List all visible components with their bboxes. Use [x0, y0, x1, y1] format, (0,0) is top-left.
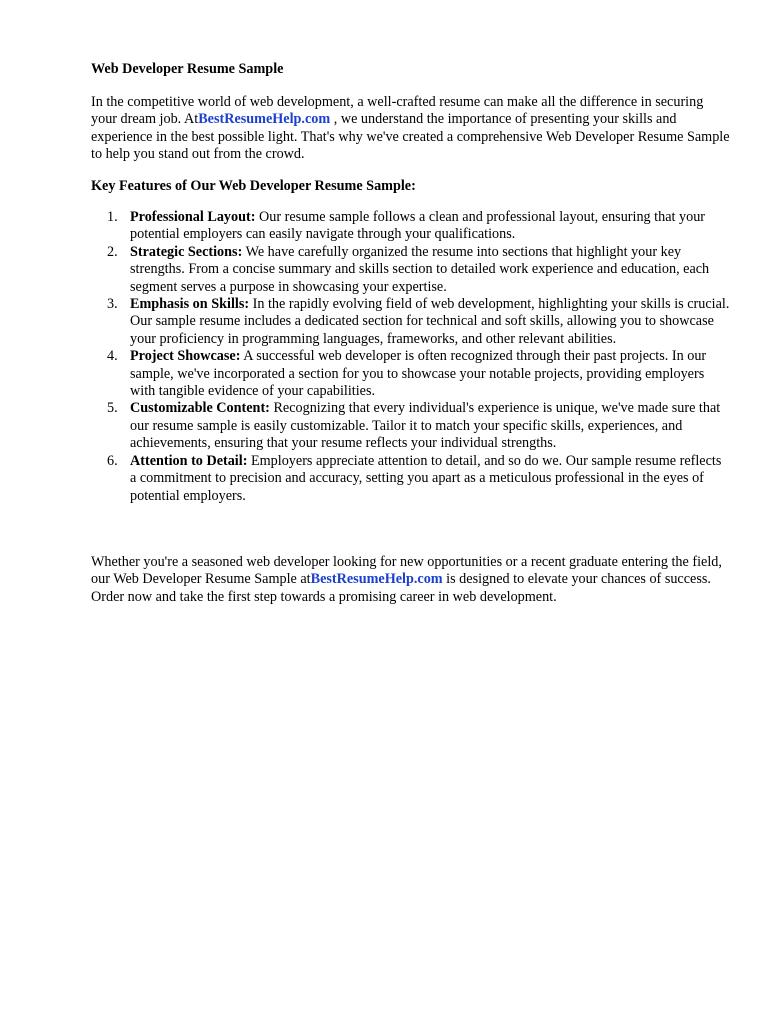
feature-item-strategic-sections	[91, 244, 731, 296]
feature-title: Strategic Sections:	[130, 243, 243, 260]
feature-text: A successful web developer is often recognized through their past projects. In our sample, we've incorporated a section for you to showcase your notable projects, providing employers with tangible evidence of your capabilities.	[130, 348, 707, 400]
intro-paragraph	[91, 94, 731, 164]
intro-text-before-link: In the competitive world of web development, a well-crafted resume can make all the difference in securing your dream job. At	[91, 94, 704, 128]
feature-number: 4.	[107, 348, 118, 365]
feature-text: We have carefully organized the resume into sections that highlight your key strengths. From a concise summary and skills section to detailed work experience and education, each segment serves a purpose in showcasing your expertise.	[130, 243, 710, 295]
closing-text-before-link: Whether you're a seasoned web developer looking for new opportunities or a recent graduate entering the field, our Web Developer Resume Sample at	[91, 554, 722, 588]
document-title: Web Developer Resume Sample	[91, 61, 284, 77]
feature-title: Project Showcase:	[130, 348, 241, 365]
feature-number: 3.	[107, 296, 118, 313]
intro-text-after-link: , we understand the importance of presenting your skills and experience in the best possible light. That's why we've created a comprehensive Web Developer Resume Sample to help you stand out from the crowd.	[91, 111, 730, 163]
feature-title: Professional Layout:	[130, 209, 256, 225]
feature-item-customizable-content	[91, 400, 731, 452]
feature-item-professional-layout	[91, 209, 731, 244]
feature-title: Emphasis on Skills:	[130, 296, 250, 313]
feature-number: 6.	[107, 452, 118, 469]
features-list	[91, 209, 731, 505]
feature-number: 1.	[107, 209, 118, 225]
feature-text: Our resume sample follows a clean and professional layout, ensuring that your potential employers can easily navigate through your qualifications.	[130, 209, 706, 243]
feature-text: Employers appreciate attention to detail, and so do we. Our sample resume reflects a commitment to precision and accuracy, setting you apart as a meticulous professional in the eyes of potential employers.	[130, 452, 722, 504]
feature-number: 5.	[107, 400, 118, 417]
feature-text: Recognizing that every individual's experience is unique, we've made sure that our resume sample is easily customizable. Tailor it to match your specific skills, experiences, and achievements, ensuring that your resume reflects your individual strengths.	[130, 400, 721, 452]
feature-title: Customizable Content:	[130, 400, 270, 417]
closing-bestresumehelp-link[interactable]: BestResumeHelp.com	[310, 571, 443, 588]
feature-item-project-showcase	[91, 348, 731, 400]
closing-paragraph	[91, 554, 731, 606]
feature-number: 2.	[107, 243, 118, 260]
intro-bestresumehelp-link[interactable]: BestResumeHelp.com	[198, 111, 331, 128]
feature-title: Attention to Detail:	[130, 452, 248, 469]
feature-item-emphasis-on-skills	[91, 296, 731, 348]
features-heading: Key Features of Our Web Developer Resume Sample:	[91, 178, 416, 194]
feature-item-attention-to-detail	[91, 453, 731, 505]
closing-text-after-link: is designed to elevate your chances of success. Order now and take the first step towards a promising career in web development.	[91, 571, 711, 605]
feature-text: In the rapidly evolving field of web development, highlighting your skills is crucial. Our sample resume includes a dedicated section for technical and soft skills, allowing you to showcase your proficiency in programming languages, frameworks, and other relevant abilities.	[130, 296, 730, 347]
